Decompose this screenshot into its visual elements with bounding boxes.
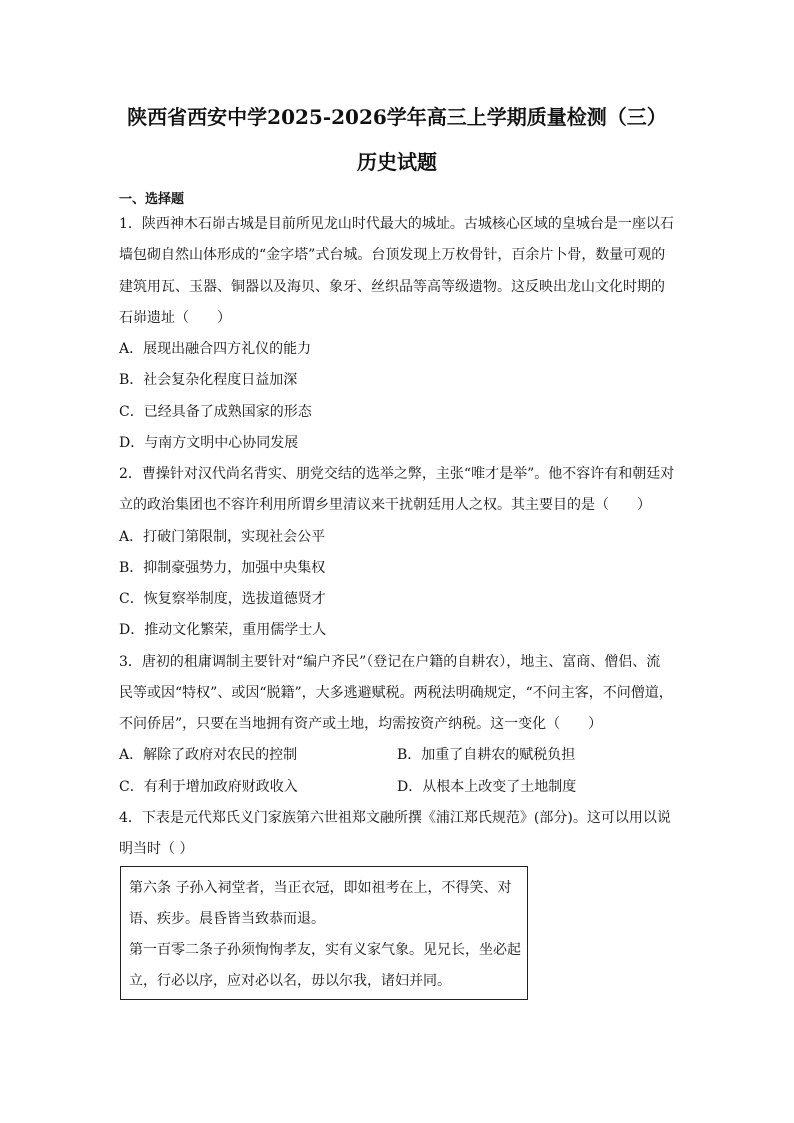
quote-line-1: 第六条 子孙入祠堂者，当正衣冠，即如祖考在上，不得笑、对 — [129, 880, 512, 896]
q2-stem-line-2: 立的政治集团也不容许利用所谓乡里清议来干扰朝廷用人之权。其主要目的是（ ） — [119, 497, 651, 513]
q4-stem-line-1: 4．下表是元代郑氏义门家族第六世祖郑文融所撰《浦江郑氏规范》(部分)。这可以用以说 — [119, 810, 671, 826]
q1-stem-line-2: 墙包砌自然山体形成的“金字塔”式台城。台顶发现上万枚骨针，百余片卜骨，数量可观的 — [119, 247, 666, 263]
q1-option-d: D．与南方文明中心协同发展 — [119, 435, 299, 451]
q2-option-d: D．推动文化繁荣，重用儒学士人 — [119, 622, 327, 638]
q1-option-b: B．社会复杂化程度日益加深 — [119, 372, 298, 388]
q3-option-b: B．加重了自耕农的赋税负担 — [397, 747, 576, 763]
quote-line-3: 第一百零二条子孙须恂恂孝友，实有义家气象。见兄长，坐必起 — [129, 942, 521, 958]
q3-option-c: C．有利于增加政府财政收入 — [119, 779, 298, 795]
q2-option-b: B．抑制豪强势力，加强中央集权 — [119, 560, 326, 576]
q1-option-c: C．已经具备了成熟国家的形态 — [119, 404, 312, 420]
q4-stem-line-2: 明当时（ ） — [119, 841, 194, 857]
q1-option-a: A．展现出融合四方礼仪的能力 — [119, 341, 312, 357]
q2-option-c: C．恢复察举制度，选拔道德贤才 — [119, 591, 326, 607]
q3-stem-line-2: 民等或因“特权”、或因“脱籍”，大多逃避赋税。两税法明确规定，“不问主客，不问僧道， — [119, 685, 673, 701]
quote-line-2: 语、疾步。晨昏皆当致恭而退。 — [129, 911, 325, 927]
q3-stem-line-1: 3．唐初的租庸调制主要针对“编户齐民”（登记在户籍的自耕农），地主、富商、僧侣、流 — [119, 654, 661, 670]
q3-stem-line-3: 不问侨居”，只要在当地拥有资产或土地，均需按资产纳税。这一变化（ ） — [119, 716, 603, 732]
q3-option-a: A．解除了政府对农民的控制 — [119, 747, 298, 763]
page-subtitle: 历史试题 — [357, 150, 437, 174]
quote-line-4: 立，行必以序，应对必以名，毋以尔我，诸妇并同。 — [129, 973, 451, 989]
page-title: 陕西省西安中学2025-2026学年高三上学期质量检测（三） — [127, 105, 667, 129]
q1-stem-line-4: 石峁遗址（ ） — [119, 310, 231, 326]
q2-option-a: A．打破门第限制，实现社会公平 — [119, 529, 326, 545]
section-heading: 一、选择题 — [119, 192, 185, 207]
q2-stem-line-1: 2．曹操针对汉代尚名背实、朋党交结的选举之弊，主张“唯才是举”。他不容许有和朝廷对 — [119, 466, 675, 482]
q1-stem-line-3: 建筑用瓦、玉器、铜器以及海贝、象牙、丝织品等高等级遗物。这反映出龙山文化时期的 — [119, 279, 665, 295]
q3-option-d: D．从根本上改变了土地制度 — [397, 779, 577, 795]
q1-stem-line-1: 1．陕西神木石峁古城是目前所见龙山时代最大的城址。古城核心区域的皇城台是一座以石 — [119, 216, 674, 232]
